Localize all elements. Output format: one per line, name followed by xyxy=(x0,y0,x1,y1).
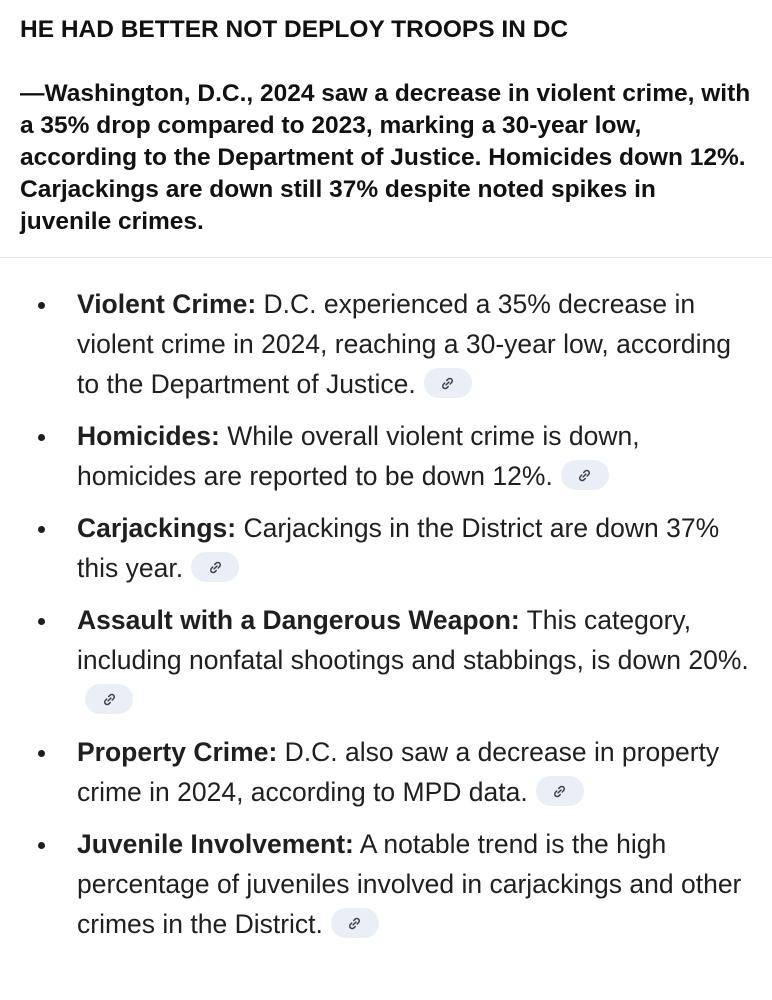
item-text: A notable trend is the high percentage of juveniles involved in carjackings and other crimes in the District. xyxy=(77,829,742,939)
source-link-button[interactable] xyxy=(85,684,133,714)
link-icon xyxy=(102,692,117,707)
source-link-button[interactable] xyxy=(561,460,609,490)
facts-list xyxy=(0,258,772,944)
item-text: D.C. experienced a 35% decrease in violent crime in 2024, reaching a 30-year low, according to the Department of Justice. xyxy=(77,289,732,399)
list-item-property-crime xyxy=(38,732,752,812)
post-intro: —Washington, D.C., 2024 saw a decrease in violent crime, with a 35% drop compared to 2023, marking a 30-year low, according to the Department of Justice. Homicides down 12%. Carjackings are down still 37% despite noted spikes in juvenile crimes. xyxy=(20,80,751,235)
bullet xyxy=(38,842,45,849)
list-item-assault xyxy=(38,600,752,720)
source-link-button[interactable] xyxy=(191,552,239,582)
post-headline: HE HAD BETTER NOT DEPLOY TROOPS IN DC xyxy=(20,16,569,43)
bullet xyxy=(38,302,45,309)
item-text: D.C. also saw a decrease in property crime in 2024, according to MPD data. xyxy=(77,737,720,807)
bullet xyxy=(38,618,45,625)
link-icon xyxy=(440,376,455,391)
list-item-juvenile-involvement xyxy=(38,824,752,944)
item-label: Property Crime: xyxy=(77,737,278,767)
link-icon xyxy=(347,916,362,931)
item-text: Carjackings in the District are down 37% this year. xyxy=(77,513,720,583)
link-icon xyxy=(552,784,567,799)
source-link-button[interactable] xyxy=(424,368,472,398)
item-label: Juvenile Involvement: xyxy=(77,829,354,859)
list-item-homicides xyxy=(38,416,752,496)
link-icon xyxy=(208,560,223,575)
item-text: This category, including nonfatal shootings and stabbings, is down 20%. xyxy=(77,605,749,675)
bullet xyxy=(38,434,45,441)
bullet xyxy=(38,750,45,757)
list-item-carjackings xyxy=(38,508,752,588)
post-header xyxy=(0,0,772,238)
item-label: Carjackings: xyxy=(77,513,237,543)
item-text: While overall violent crime is down, homicides are reported to be down 12%. xyxy=(77,421,640,491)
link-icon xyxy=(577,468,592,483)
source-link-button[interactable] xyxy=(536,776,584,806)
item-label: Assault with a Dangerous Weapon: xyxy=(77,605,520,635)
item-label: Homicides: xyxy=(77,421,220,451)
bullet xyxy=(38,526,45,533)
list-item-violent-crime xyxy=(38,284,752,404)
item-label: Violent Crime: xyxy=(77,289,257,319)
source-link-button[interactable] xyxy=(331,908,379,938)
